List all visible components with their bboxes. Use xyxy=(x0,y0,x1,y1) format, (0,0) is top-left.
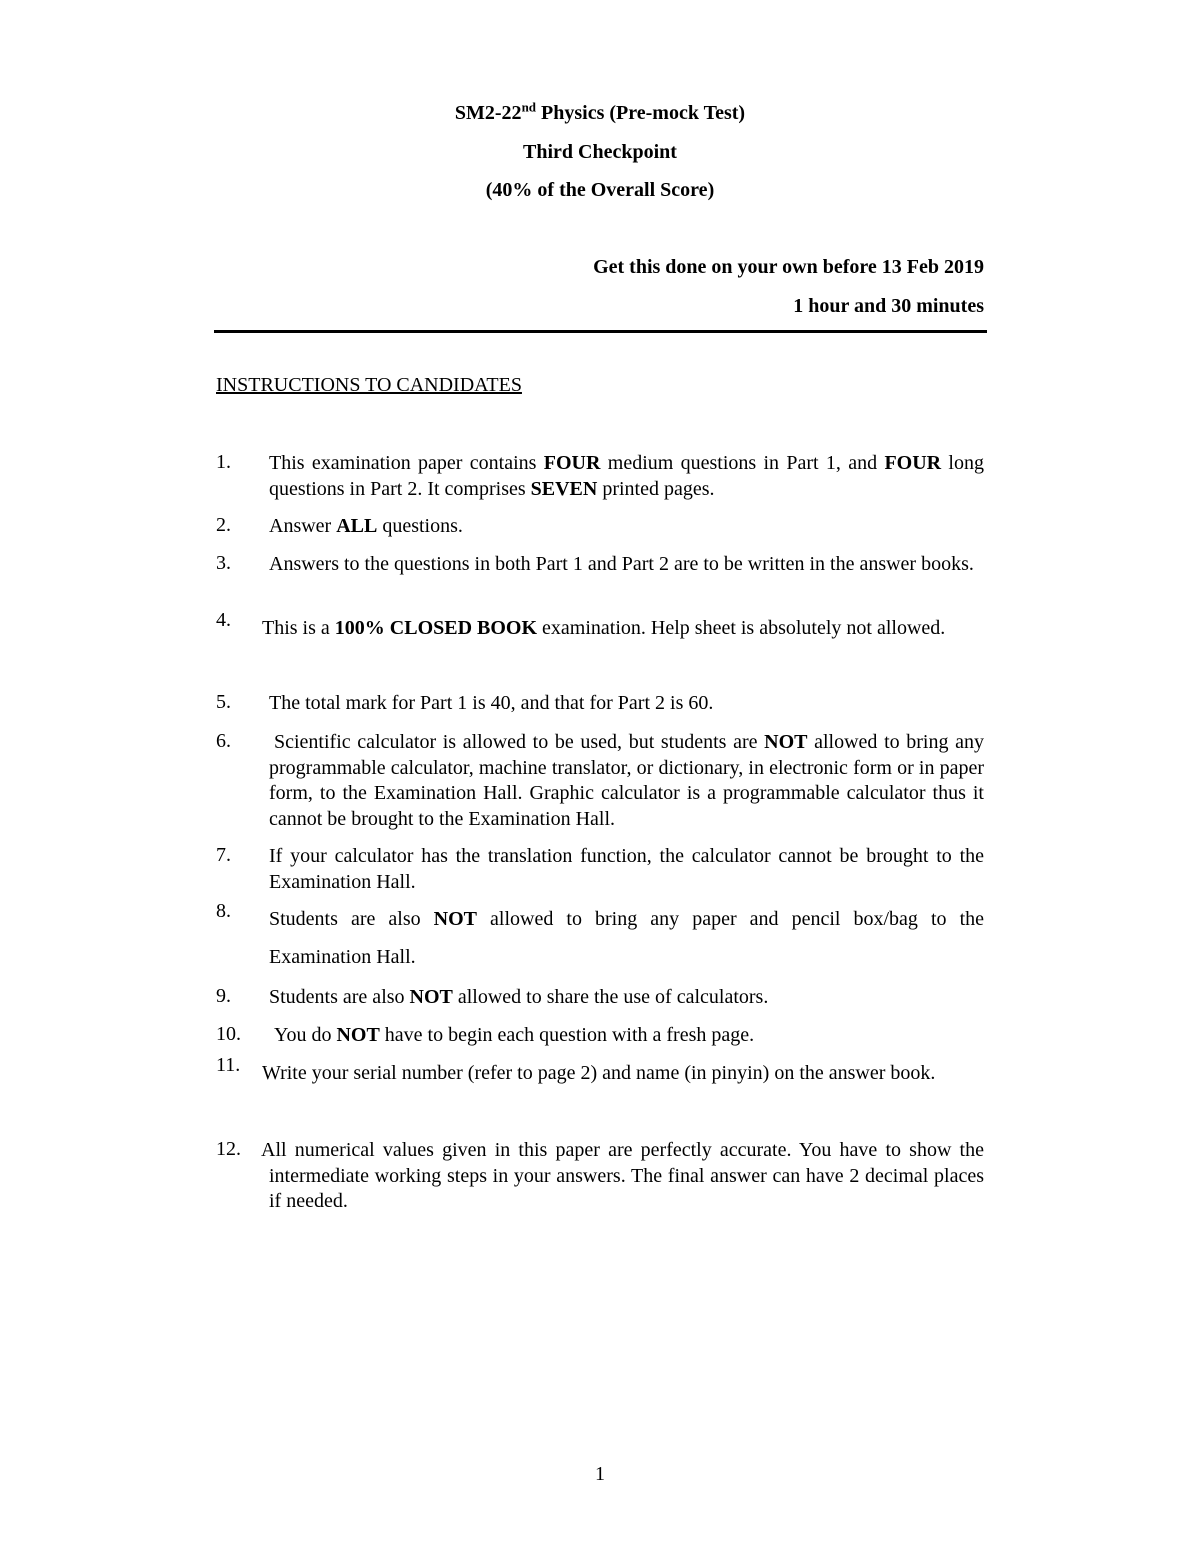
instruction-text-part: questions. xyxy=(377,515,463,537)
instruction-item xyxy=(216,691,984,717)
checkpoint-label: Third Checkpoint xyxy=(523,141,677,163)
instruction-text-part: Students are also xyxy=(269,908,434,930)
instruction-text xyxy=(269,900,984,976)
instruction-number: 8. xyxy=(216,900,231,922)
instruction-emphasis: FOUR xyxy=(884,452,942,474)
instruction-text-part: long questions in Part 2. It comprises xyxy=(269,452,984,500)
instruction-item xyxy=(216,609,984,647)
exam-title-suffix: Physics (Pre-mock Test) xyxy=(536,102,746,124)
instruction-item xyxy=(216,1054,984,1092)
instruction-text-part: examination. Help sheet is absolutely not allowed. xyxy=(537,617,946,639)
instruction-number: 9. xyxy=(216,985,231,1007)
instruction-text-part: You do xyxy=(274,1024,337,1046)
instruction-text-part: If your calculator has the translation function, the calculator cannot be brought to the Examination Hall. xyxy=(269,845,984,893)
instruction-text-part: Write your serial number (refer to page 2) and name (in pinyin) on the answer book. xyxy=(262,1062,936,1084)
instruction-item xyxy=(216,844,984,895)
instruction-item xyxy=(216,730,984,832)
deadline-label: Get this done on your own before 13 Feb 2019 xyxy=(593,256,984,278)
instruction-text xyxy=(269,514,984,540)
instruction-text-part: printed pages. xyxy=(597,477,715,500)
instruction-emphasis: NOT xyxy=(433,908,478,930)
instruction-text xyxy=(262,1054,984,1092)
instruction-text xyxy=(261,1138,984,1215)
instruction-text xyxy=(269,844,984,895)
instruction-item xyxy=(216,552,984,578)
instruction-item xyxy=(216,1138,984,1215)
instruction-text-part: Answers to the questions in both Part 1 and Part 2 are to be written in the answer books. xyxy=(269,553,974,575)
instruction-number: 12. xyxy=(216,1138,241,1160)
exam-title-prefix: SM2-22 xyxy=(454,102,522,124)
instruction-text-part: have to begin each question with a fresh page. xyxy=(379,1024,755,1046)
instruction-text xyxy=(269,1023,984,1049)
instruction-number: 7. xyxy=(216,844,231,866)
instruction-item xyxy=(216,900,984,976)
instruction-number: 5. xyxy=(216,691,231,713)
instruction-text-part: All numerical values given in this paper are perfectly accurate. You have to show the intermediate working steps in your answers. The final answer can have 2 decimal places if needed. xyxy=(261,1139,984,1212)
header-divider xyxy=(214,330,987,333)
exam-title xyxy=(0,101,1200,125)
instruction-text-part: The total mark for Part 1 is 40, and that for Part 2 is 60. xyxy=(269,692,714,714)
instruction-text-part: This is a xyxy=(262,617,335,639)
instruction-text xyxy=(269,985,984,1011)
instruction-text-part: allowed to bring any programmable calculator, machine translator, or dictionary, in electronic form or in paper form, to the Examination Hall. Graphic calculator is a programmable calculator thus it cannot be brought to the Examination Hall. xyxy=(269,731,984,830)
instruction-emphasis: 100% CLOSED BOOK xyxy=(334,617,538,639)
score-weight-label: (40% of the Overall Score) xyxy=(485,179,715,201)
page-number: 1 xyxy=(595,1463,605,1485)
instruction-number: 3. xyxy=(216,552,231,574)
instruction-emphasis: NOT xyxy=(764,731,808,753)
instruction-text-part: medium questions in Part 1, and xyxy=(600,452,885,474)
instruction-emphasis: ALL xyxy=(336,515,378,537)
instruction-text xyxy=(269,691,984,717)
exam-title-superscript: nd xyxy=(521,99,537,115)
instruction-number: 6. xyxy=(216,730,231,752)
instruction-emphasis: NOT xyxy=(409,986,453,1008)
instruction-item xyxy=(216,451,984,502)
instruction-text-part: allowed to bring any paper and pencil box/bag to the Examination Hall. xyxy=(269,908,985,968)
instruction-number: 10. xyxy=(216,1023,241,1045)
instruction-text-part: Scientific calculator is allowed to be used, but students are xyxy=(274,731,765,753)
instruction-text-part: This examination paper contains xyxy=(269,452,544,474)
instruction-emphasis: FOUR xyxy=(543,452,601,474)
instruction-number: 4. xyxy=(216,609,231,631)
instruction-text xyxy=(269,730,984,832)
instruction-text xyxy=(269,451,984,502)
instruction-number: 11. xyxy=(216,1054,241,1076)
instruction-text xyxy=(262,609,984,647)
instruction-emphasis: SEVEN xyxy=(530,477,598,500)
instruction-item xyxy=(216,514,984,540)
instruction-text-part: allowed to share the use of calculators. xyxy=(452,986,769,1008)
instruction-emphasis: NOT xyxy=(336,1024,380,1046)
duration-label: 1 hour and 30 minutes xyxy=(793,295,984,317)
instruction-text-part: Answer xyxy=(269,515,337,537)
instructions-heading: INSTRUCTIONS TO CANDIDATES xyxy=(216,374,522,396)
instruction-item xyxy=(216,985,984,1011)
instruction-number: 2. xyxy=(216,514,231,536)
instruction-text xyxy=(269,552,984,578)
instruction-number: 1. xyxy=(216,451,231,473)
instruction-text-part: Students are also xyxy=(269,986,410,1008)
instruction-item xyxy=(216,1023,984,1049)
